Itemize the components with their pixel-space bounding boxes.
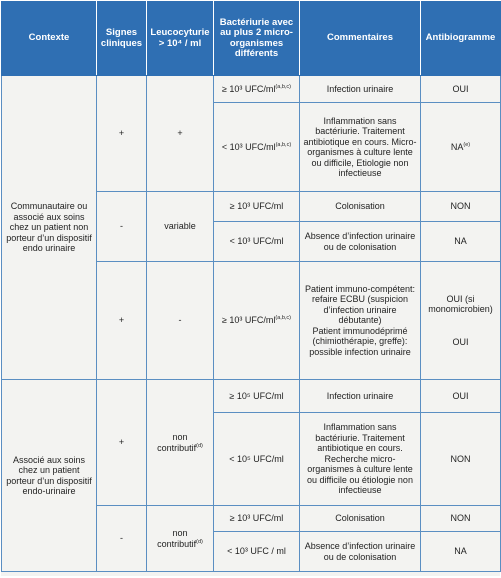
bacteriurie-cell: < 10³ UFC/ml$^{(a,b,c)}$: [214, 103, 300, 192]
bacteriurie-cell: < 10³ UFC/ml: [214, 222, 300, 262]
bacteriurie-cell: ≥ 10³ UFC/ml$^{(a,b,c)}$: [214, 76, 300, 103]
signes-cell: +: [97, 262, 147, 380]
commentaire-cell: Absence d’infection urinaire ou de colonisation: [300, 222, 421, 262]
bacteriurie-cell: ≥ 10⁵ UFC/ml: [214, 380, 300, 413]
table-row: [2, 76, 501, 103]
ecbu-interpretation-table: [1, 1, 501, 572]
commentaire-cell: Inflammation sans bactériurie. Traitement antibiotique en cours. Micro-organismes à culture lente ou difficile, Etiologie non infectieuse: [300, 103, 421, 192]
antibiogramme-cell: OUI: [421, 76, 501, 103]
bacteriurie-cell: ≥ 10³ UFC/ml: [214, 192, 300, 222]
signes-cell: -: [97, 192, 147, 262]
antibiogramme-cell: OUI: [421, 380, 501, 413]
signes-cell: -: [97, 506, 147, 572]
context-cell: Associé aux soins chez un patient porteur d’un dispositif endo-urinaire: [2, 380, 97, 572]
commentaire-cell: Infection urinaire: [300, 76, 421, 103]
commentaire-cell: [300, 262, 421, 380]
header-bacteriurie: Bactériurie avec au plus 2 micro-organismes différents: [214, 2, 300, 76]
leucocyturie-cell: non contributif$^{(d)}$: [147, 380, 214, 506]
leucocyturie-cell: +: [147, 76, 214, 192]
bacteriurie-cell: < 10³ UFC / ml: [214, 532, 300, 572]
table-header-row: [2, 2, 501, 76]
bacteriurie-cell: ≥ 10³ UFC/ml: [214, 506, 300, 532]
header-antibiogramme: Antibiogramme: [421, 2, 501, 76]
signes-cell: +: [97, 380, 147, 506]
header-leucocyturie: Leucocyturie > 10⁴ / ml: [147, 2, 214, 76]
antibiogramme-immunodeprime: OUI: [452, 336, 469, 347]
antibiogramme-cell: [421, 262, 501, 380]
antibiogramme-cell: NA$^{(e)}$: [421, 103, 501, 192]
antibiogramme-cell: NON: [421, 506, 501, 532]
leucocyturie-cell: -: [147, 262, 214, 380]
commentaire-cell: Inflammation sans bactériurie. Traitement antibiotique en cours. Recherche micro-organismes à culture lente ou difficile ou étiologie non infectieuse: [300, 413, 421, 506]
context-cell: Communautaire ou associé aux soins chez un patient non porteur d’un dispositif endo urinaire: [2, 76, 97, 380]
leucocyturie-cell: non contributif$^{(d)}$: [147, 506, 214, 572]
table-row: [2, 380, 501, 413]
header-contexte: Contexte: [2, 2, 97, 76]
commentaire-cell: Absence d’infection urinaire ou de colonisation: [300, 532, 421, 572]
commentaire-cell: Colonisation: [300, 506, 421, 532]
bacteriurie-cell: ≥ 10³ UFC/ml$^{(a,b,c)}$: [214, 262, 300, 380]
document-page: [1, 1, 500, 576]
header-commentaires: Commentaires: [300, 2, 421, 76]
commentaire-cell: Colonisation: [300, 192, 421, 222]
antibiogramme-cell: NA: [421, 222, 501, 262]
header-signes-cliniques: Signes cliniques: [97, 2, 147, 76]
commentaire-immunodeprime: Patient immunodéprimé (chimiothérapie, greffe): possible infection urinaire: [309, 325, 411, 357]
antibiogramme-cell: NA: [421, 532, 501, 572]
commentaire-immunocompetent: Patient immuno-compétent: refaire ECBU (suspicion d’infection urinaire débutante): [304, 283, 416, 326]
bacteriurie-cell: < 10⁵ UFC/ml: [214, 413, 300, 506]
commentaire-cell: Infection urinaire: [300, 380, 421, 413]
antibiogramme-cell: NON: [421, 192, 501, 222]
signes-cell: +: [97, 76, 147, 192]
leucocyturie-cell: variable: [147, 192, 214, 262]
antibiogramme-immunocompetent: OUI (si monomicrobien): [428, 293, 493, 315]
antibiogramme-cell: NON: [421, 413, 501, 506]
